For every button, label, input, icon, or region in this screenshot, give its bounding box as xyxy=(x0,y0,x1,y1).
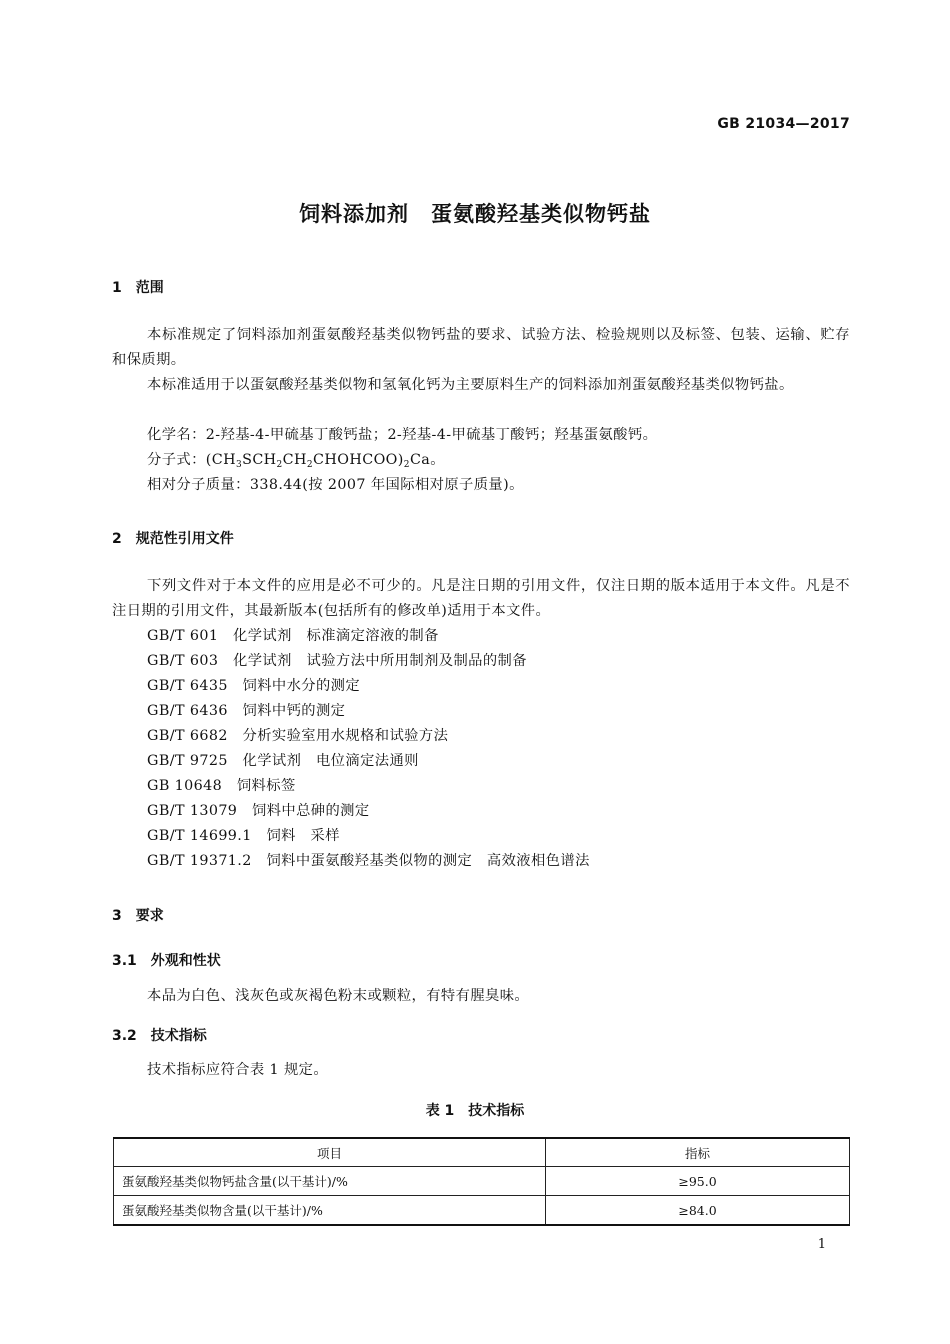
table-title: 表 1 技术指标 xyxy=(425,1103,525,1119)
technical-spec-table xyxy=(113,1137,850,1226)
reference-item: GB/T 13079 饲料中总砷的测定 xyxy=(147,803,370,819)
section-2-intro: 下列文件对于本文件的应用是必不可少的。凡是注日期的引用文件，仅注日期的版本适用于本文件。凡是不注日期的引用文件，其最新版本(包括所有的修改单)适用于本文件。 xyxy=(112,578,850,619)
table-row xyxy=(114,1196,850,1226)
reference-item: GB/T 6435 饲料中水分的测定 xyxy=(147,678,361,694)
molecular-formula: 分子式：$(CH_3SCH_2CH_2CHOHCOO)_2Ca$。 xyxy=(147,452,445,470)
section-1-paragraph-2: 本标准适用于以蛋氨酸羟基类似物和氢氧化钙为主要原料生产的饲料添加剂蛋氨酸羟基类似物钙盐。 xyxy=(147,377,794,393)
reference-item: GB/T 9725 化学试剂 电位滴定法通则 xyxy=(147,753,419,769)
column-header-item: 项目 xyxy=(114,1138,546,1167)
standard-code: GB 21034—2017 xyxy=(717,116,850,132)
technical-spec-text: 技术指标应符合表 1 规定。 xyxy=(147,1062,329,1078)
reference-item: GB/T 6436 饲料中钙的测定 xyxy=(147,703,346,719)
section-1-heading: 1 范围 xyxy=(112,280,164,296)
section-3-2-heading: 3.2 技术指标 xyxy=(112,1028,207,1044)
table-row xyxy=(114,1167,850,1196)
reference-item: GB 10648 饲料标签 xyxy=(147,778,296,794)
table-cell-item: 蛋氨酸羟基类似物含量(以干基计)/% xyxy=(114,1196,546,1226)
section-3-heading: 3 要求 xyxy=(112,908,164,924)
table-cell-item: 蛋氨酸羟基类似物钙盐含量(以干基计)/% xyxy=(114,1167,546,1196)
reference-item: GB/T 601 化学试剂 标准滴定溶液的制备 xyxy=(147,628,439,644)
section-2-heading: 2 规范性引用文件 xyxy=(112,531,234,547)
molecular-mass: 相对分子质量：338.44(按 2007 年国际相对原子质量)。 xyxy=(147,477,524,493)
reference-item: GB/T 603 化学试剂 试验方法中所用制剂及制品的制备 xyxy=(147,653,527,669)
table-cell-indicator: ≥95.0 xyxy=(546,1167,850,1196)
table-cell-indicator: ≥84.0 xyxy=(546,1196,850,1226)
appearance-text: 本品为白色、浅灰色或灰褐色粉末或颗粒，有特有腥臭味。 xyxy=(147,988,530,1004)
section-1-paragraph-1: 本标准规定了饲料添加剂蛋氨酸羟基类似物钙盐的要求、试验方法、检验规则以及标签、包装、运输、贮存和保质期。 xyxy=(112,327,850,368)
reference-item: GB/T 14699.1 饲料 采样 xyxy=(147,828,340,844)
document-title: 饲料添加剂 蛋氨酸羟基类似物钙盐 xyxy=(299,202,651,226)
column-header-indicator: 指标 xyxy=(546,1138,850,1167)
table-header-row xyxy=(114,1138,850,1167)
section-3-1-heading: 3.1 外观和性状 xyxy=(112,953,221,969)
chemical-name: 化学名：2-羟基-4-甲硫基丁酸钙盐；2-羟基-4-甲硫基丁酸钙；羟基蛋氨酸钙。 xyxy=(147,427,658,443)
reference-item: GB/T 19371.2 饲料中蛋氨酸羟基类似物的测定 高效液相色谱法 xyxy=(147,853,590,869)
page-number: 1 xyxy=(817,1237,826,1252)
reference-item: GB/T 6682 分析实验室用水规格和试验方法 xyxy=(147,728,449,744)
